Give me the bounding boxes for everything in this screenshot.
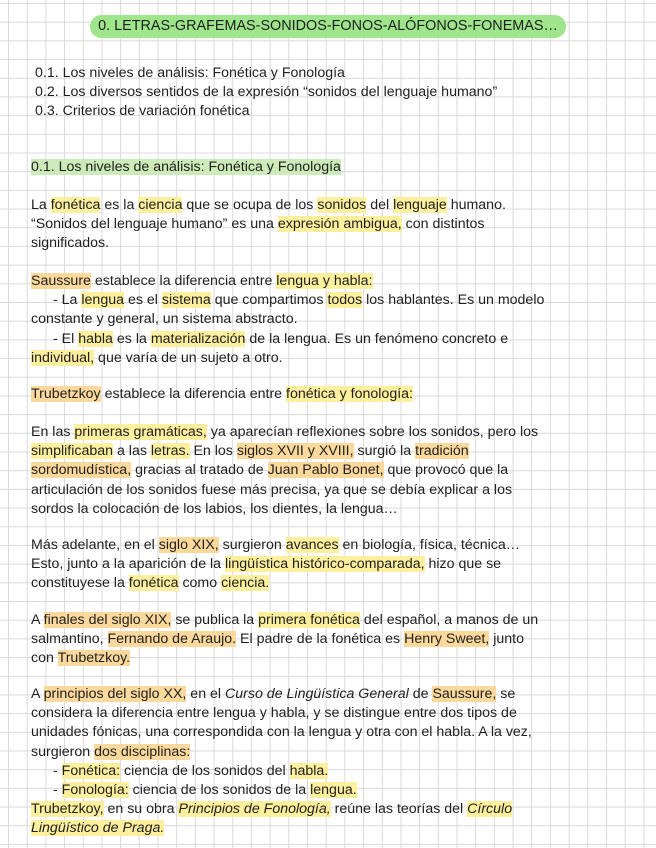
highlighted-text: Fonología: (61, 782, 129, 799)
text-line (31, 234, 506, 253)
text-span: hizo que se (424, 556, 502, 573)
text-span: El padre de la fonética es (236, 631, 405, 648)
text-line (31, 536, 520, 555)
text-line (31, 762, 532, 781)
text-span: establece la diferencia entre (90, 273, 277, 289)
highlighted-text: Juan Pablo Bonet, (267, 462, 384, 479)
highlighted-text: ciencia. (221, 575, 270, 592)
paragraph-1 (31, 196, 506, 254)
highlighted-text: letras. (150, 443, 190, 460)
text-span: junto (489, 631, 524, 648)
text-span: En las (31, 424, 75, 440)
highlighted-text: Trubetzkoy. (57, 650, 131, 667)
highlighted-text: sonidos (317, 197, 367, 213)
highlighted-text: habla (78, 330, 113, 347)
text-span: sordos la colocación de los labios, los dientes, la lengua… (31, 500, 398, 517)
text-span: con (31, 650, 58, 667)
highlighted-text: materialización (150, 330, 246, 347)
text-span: surgió la (353, 443, 416, 460)
highlighted-text: siglo XIX, (158, 537, 219, 553)
text-line (31, 215, 506, 234)
highlighted-text: sistema (161, 292, 211, 309)
highlighted-text: Principios de Fonología, (178, 801, 331, 818)
highlighted-text: lenguaje (393, 197, 447, 213)
highlighted-text: Lingüístico de Praga. (31, 820, 165, 837)
text-span: ciencia de los sonidos del (120, 762, 290, 779)
text-span: En los (189, 443, 237, 460)
highlighted-text: habla. (289, 762, 329, 779)
text-span: surgieron (218, 537, 286, 553)
text-line (31, 500, 538, 519)
highlighted-text: Círculo (467, 801, 513, 818)
text-span: en su obra (103, 801, 179, 818)
text-line (31, 723, 532, 742)
text-span: del (366, 197, 394, 213)
highlighted-text: expresión ambigua, (277, 216, 402, 233)
highlighted-text: Fernando de Araujo. (107, 631, 237, 648)
paragraph-2 (31, 272, 544, 368)
text-line (31, 819, 532, 838)
text-line (31, 196, 506, 215)
heading-text: 0.1. Los niveles de análisis: Fonética y Fonología (31, 159, 341, 175)
text-span: salmantino, (31, 631, 108, 648)
highlighted-text: todos (327, 292, 363, 309)
highlighted-text: primera fonética (258, 612, 360, 628)
highlighted-text: lengua (81, 292, 124, 309)
text-span: que se ocupa de los (182, 197, 318, 213)
text-span: establece la diferencia entre (100, 386, 286, 402)
text-line (31, 743, 532, 762)
text-span: constituyese la (31, 575, 129, 592)
text-line (31, 423, 538, 442)
highlighted-text: lengua. (310, 782, 357, 799)
text-span: - La (53, 292, 82, 309)
toc-item: 0.1. Los niveles de análisis: Fonética y Fonología (35, 65, 345, 81)
text-span: de la lengua. Es un fenómeno concreto e (245, 330, 509, 347)
text-span: que compartimos (210, 292, 328, 309)
paragraph-6 (31, 611, 538, 669)
text-span: que varía de un sujeto a otro. (94, 349, 283, 366)
text-span: significados. (31, 235, 110, 252)
text-line (31, 630, 538, 649)
toc-item: 0.3. Criterios de variación fonética (35, 103, 250, 120)
text-line (31, 385, 413, 404)
highlighted-text: simplificaban (31, 443, 114, 460)
text-line (31, 481, 538, 500)
text-span: de (408, 686, 433, 702)
text-span: los hablantes. Es un modelo (362, 292, 545, 309)
paragraph-3 (31, 385, 413, 404)
text-line (31, 291, 544, 310)
text-span: articulación de los sonidos fuese más precisa, ya que se debía explicar a los (31, 481, 513, 498)
text-span: surgieron (31, 743, 95, 760)
text-line (31, 611, 538, 630)
text-span: es el (124, 292, 162, 309)
text-span: es la (112, 330, 151, 347)
highlighted-text: fonética (50, 197, 101, 213)
text-line (31, 704, 532, 723)
text-span: constante y general, un sistema abstracto. (31, 311, 298, 328)
text-line (31, 685, 532, 704)
document-title: 0. LETRAS-GRAFEMAS-SONIDOS-FONOS-ALÓFONOS-FONEMAS… (90, 15, 566, 38)
text-span: que provocó que la (383, 462, 509, 479)
text-line (31, 461, 538, 480)
text-span: - (53, 782, 62, 799)
highlighted-text: lingüística histórico-comparada, (225, 556, 425, 573)
text-line (31, 310, 544, 329)
text-line (31, 349, 544, 368)
highlighted-text: Trubetzkoy, (31, 801, 104, 818)
title-row (0, 15, 656, 38)
text-span: se (496, 686, 516, 702)
text-span: - El (53, 330, 79, 347)
highlighted-text: primeras gramáticas, (74, 424, 207, 440)
table-of-contents (35, 64, 497, 122)
highlighted-text: tradición (415, 443, 469, 460)
text-span: a las (113, 443, 151, 460)
highlighted-text: lengua y habla: (276, 273, 373, 289)
text-span: “Sonidos del lenguaje humano” es una (31, 216, 278, 233)
highlighted-text: ciencia (138, 197, 183, 213)
section-heading (31, 158, 341, 177)
text-span: considera la diferencia entre lengua y habla, y se distingue entre dos tipos de (31, 705, 517, 722)
text-span: se publica la (171, 612, 259, 628)
text-span: con distintos (401, 216, 485, 233)
text-line (31, 649, 538, 668)
text-span: La (31, 197, 51, 213)
highlighted-text: dos disciplinas: (94, 743, 191, 760)
text-line (31, 272, 544, 291)
text-line (31, 442, 538, 461)
highlighted-text: siglos XVII y XVIII, (236, 443, 354, 460)
toc-item: 0.2. Los diversos sentidos de la expresión “sonidos del lenguaje humano” (35, 84, 498, 101)
text-span: Esto, junto a la aparición de la (31, 556, 226, 573)
highlighted-text: avances (285, 537, 339, 553)
highlighted-text: Curso de Lingüística General (225, 686, 409, 702)
text-line (31, 800, 532, 819)
text-span: reúne las teorías del (330, 801, 468, 818)
highlighted-text: fonética y fonología: (286, 386, 413, 402)
text-line (31, 574, 520, 593)
highlighted-text: sordomudística, (31, 462, 132, 479)
text-span: - (53, 762, 62, 779)
text-span: gracias al tratado de (131, 462, 268, 479)
text-span: es la (100, 197, 139, 213)
highlighted-text: Henry Sweet, (404, 631, 490, 648)
text-span: en el (186, 686, 226, 702)
text-span: en biología, física, técnica… (338, 537, 520, 553)
highlighted-text: principios del siglo XX, (43, 686, 187, 702)
highlighted-text: Trubetzkoy (31, 386, 101, 402)
highlighted-text: Fonética: (61, 762, 121, 779)
highlighted-text: Saussure (31, 273, 91, 289)
text-span: humano. (446, 197, 506, 213)
text-span: A (31, 612, 44, 628)
text-span: A (31, 686, 44, 702)
text-span: Más adelante, en el (31, 537, 159, 553)
text-line (31, 555, 520, 574)
highlighted-text: individual, (31, 349, 95, 366)
paragraph-5 (31, 536, 520, 594)
highlighted-text: finales del siglo XIX, (43, 612, 172, 628)
highlighted-text: fonética (128, 575, 179, 592)
highlighted-text: Saussure, (432, 686, 497, 702)
text-span: del español, a manos de un (359, 612, 539, 628)
text-span: unidades fónicas, una correspondida con la lengua y otra con el habla. A la vez, (31, 724, 532, 741)
paragraph-4 (31, 423, 538, 519)
paragraph-7 (31, 685, 532, 839)
text-span: ciencia de los sonidos de la (128, 782, 311, 799)
text-span: como (178, 575, 222, 592)
text-line (31, 330, 544, 349)
text-line (31, 781, 532, 800)
text-span: ya aparecían reflexiones sobre los sonidos, pero los (206, 424, 539, 440)
